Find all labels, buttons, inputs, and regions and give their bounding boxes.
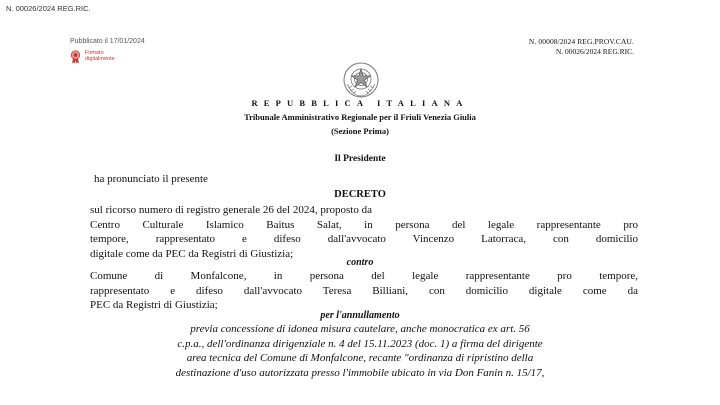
signature-seal-icon (70, 50, 81, 64)
signed-label: Firmato (85, 50, 104, 56)
ricorso-reference: N. 00026/2024 REG.RIC. (555, 47, 634, 56)
publication-date: Pubblicato il 17/01/2024 (70, 38, 145, 45)
paragraph-line: c.p.a., dell'ordinanza dirigenziale n. 4 del 15.11.2023 (doc. 1) a firma del dirigente (177, 337, 543, 350)
provvedimento-reference: N. 00008/2024 REG.PROV.CAU. (528, 37, 634, 46)
pronounced-line: ha pronunciato il presente (94, 173, 208, 185)
annulment-heading: per l'annullamento (320, 310, 400, 321)
contro-heading: contro (346, 257, 374, 268)
decree-heading: DECRETO (334, 189, 386, 200)
president-heading: Il Presidente (334, 154, 386, 164)
paragraph-line: Centro Culturale Islamico Baitus Salat, in persona del legale rappresentante pro (90, 218, 638, 231)
respondent-paragraph (90, 269, 638, 313)
paragraph-line: rappresentato e difeso dall'avvocato Teresa Billiani, con domicilio digitale come da (90, 284, 638, 297)
digital-signature-badge (70, 50, 115, 64)
paragraph-line: previa concessione di idonea misura cautelare, anche monocratica ex art. 56 (190, 323, 530, 335)
court-name: Tribunale Amministrativo Regionale per il Friuli Venezia Giulia (244, 112, 476, 122)
paragraph-line: tempore, rappresentato e difeso dall'avvocato Vincenzo Latorraca, con domicilio (90, 233, 638, 245)
annulment-object-paragraph (0, 322, 720, 380)
top-reference: N. 00026/2024 REG.RIC. (6, 4, 91, 13)
paragraph-line: area tecnica del Comune di Monfalcone, recante "ordinanza di ripristino della (186, 352, 534, 364)
recourse-paragraph (90, 203, 638, 261)
republic-heading: REPUBBLICA ITALIANA (251, 98, 469, 108)
paragraph-line: destinazione d'uso autorizzata presso l'immobile ubicato in via Don Fanin n. 15/17, (175, 366, 545, 379)
signed-label-sub: digitalmente (85, 56, 115, 62)
italian-emblem-icon (341, 60, 381, 100)
paragraph-line: PEC da Registri di Giustizia; (90, 299, 218, 311)
court-section: (Sezione Prima) (331, 126, 389, 136)
paragraph-line: sul ricorso numero di registro generale 26 del 2024, proposto da (90, 204, 372, 216)
paragraph-line: Comune di Monfalcone, in persona del legale rappresentante pro tempore, (90, 270, 638, 282)
paragraph-line: digitale come da PEC da Registri di Giustizia; (90, 247, 294, 260)
